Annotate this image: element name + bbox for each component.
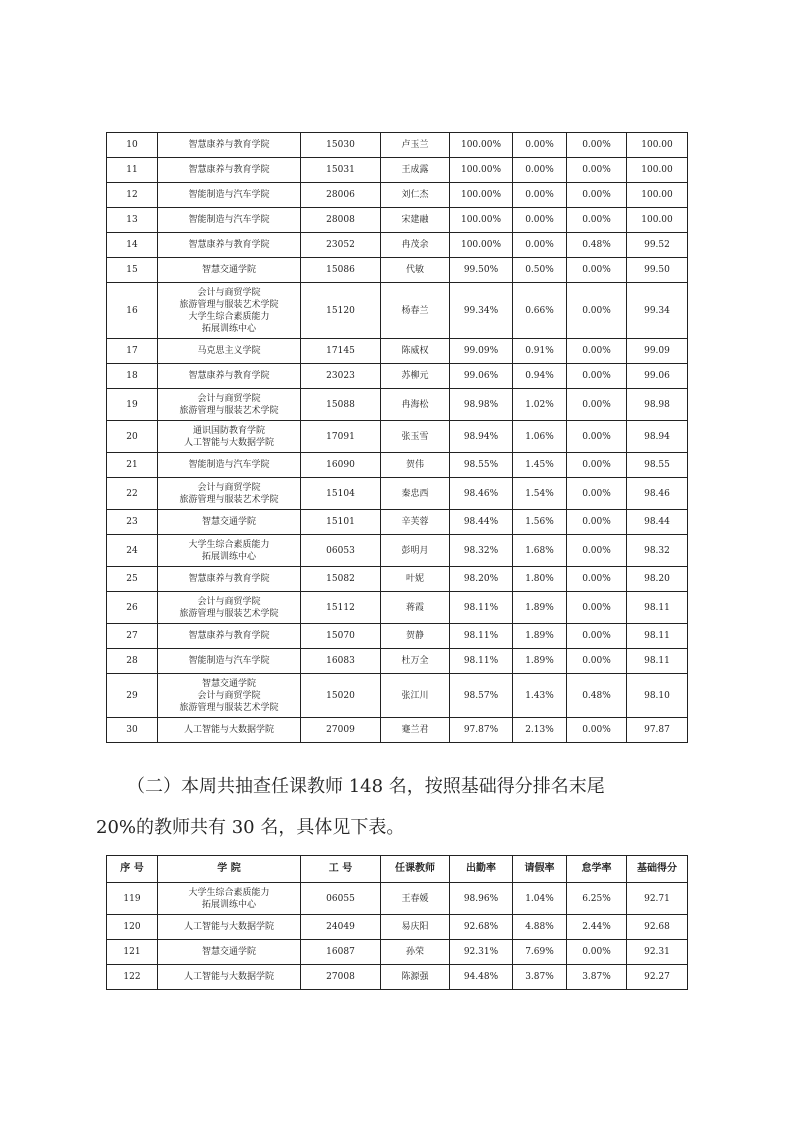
cell-no: 22 — [107, 478, 158, 510]
cell-absent: 0.00% — [567, 258, 627, 283]
cell-score: 92.71 — [627, 883, 688, 915]
cell-id: 15104 — [301, 478, 381, 510]
cell-id: 15112 — [301, 592, 381, 624]
cell-leave: 0.00% — [513, 133, 567, 158]
college-name: 智能制造与汽车学院 — [188, 656, 270, 666]
cell-attendance: 98.11% — [450, 624, 513, 649]
cell-college — [158, 510, 301, 535]
cell-no: 119 — [107, 883, 158, 915]
cell-teacher: 易庆阳 — [381, 915, 450, 940]
college-name: 旅游管理与服装艺术学院 — [179, 494, 279, 505]
table-row — [107, 258, 688, 283]
cell-leave: 1.56% — [513, 510, 567, 535]
cell-teacher: 蒋霞 — [381, 592, 450, 624]
college-name: 会计与商贸学院 — [197, 482, 261, 493]
cell-leave: 1.89% — [513, 624, 567, 649]
cell-leave: 0.94% — [513, 364, 567, 389]
table-row — [107, 965, 688, 990]
cell-score: 98.11 — [627, 624, 688, 649]
cell-attendance: 97.87% — [450, 718, 513, 743]
college-name: 智慧康养与教育学院 — [188, 140, 270, 150]
cell-id: 06055 — [301, 883, 381, 915]
cell-leave: 0.00% — [513, 183, 567, 208]
cell-leave: 0.00% — [513, 158, 567, 183]
college-name: 智慧康养与教育学院 — [188, 371, 270, 381]
cell-college — [158, 339, 301, 364]
table-row — [107, 208, 688, 233]
cell-absent: 2.44% — [567, 915, 627, 940]
cell-no: 11 — [107, 158, 158, 183]
table-row — [107, 233, 688, 258]
cell-absent: 0.00% — [567, 421, 627, 453]
cell-no: 26 — [107, 592, 158, 624]
cell-score: 98.98 — [627, 389, 688, 421]
college-name: 智慧交通学院 — [201, 265, 256, 275]
cell-teacher: 蹇兰君 — [381, 718, 450, 743]
college-name: 智慧交通学院 — [201, 678, 256, 689]
cell-absent: 0.48% — [567, 674, 627, 718]
cell-id: 15070 — [301, 624, 381, 649]
cell-no: 16 — [107, 283, 158, 339]
cell-score: 98.55 — [627, 453, 688, 478]
cell-id: 16090 — [301, 453, 381, 478]
cell-leave: 1.89% — [513, 649, 567, 674]
ranking-table-bottom — [106, 855, 688, 990]
college-name: 人工智能与大数据学院 — [183, 972, 274, 982]
cell-id: 23023 — [301, 364, 381, 389]
table-row — [107, 915, 688, 940]
cell-score: 100.00 — [627, 158, 688, 183]
cell-id: 15088 — [301, 389, 381, 421]
cell-id: 23052 — [301, 233, 381, 258]
cell-absent: 0.00% — [567, 718, 627, 743]
college-name: 大学生综合素质能力 — [188, 311, 270, 322]
cell-no: 18 — [107, 364, 158, 389]
cell-id: 17091 — [301, 421, 381, 453]
cell-teacher: 代敏 — [381, 258, 450, 283]
cell-leave: 1.89% — [513, 592, 567, 624]
cell-attendance: 100.00% — [450, 133, 513, 158]
cell-no: 15 — [107, 258, 158, 283]
college-name: 会计与商贸学院 — [197, 690, 261, 701]
cell-teacher: 刘仁杰 — [381, 183, 450, 208]
cell-leave: 1.06% — [513, 421, 567, 453]
college-name: 智能制造与汽车学院 — [188, 215, 270, 225]
cell-college — [158, 940, 301, 965]
cell-score: 98.11 — [627, 592, 688, 624]
table-row — [107, 478, 688, 510]
cell-score: 92.31 — [627, 940, 688, 965]
cell-teacher: 彭明月 — [381, 535, 450, 567]
college-name: 智慧交通学院 — [201, 517, 256, 527]
cell-leave: 1.45% — [513, 453, 567, 478]
cell-teacher: 冉海松 — [381, 389, 450, 421]
ranking-table-bottom-body — [107, 883, 688, 990]
cell-no: 30 — [107, 718, 158, 743]
cell-teacher: 叶妮 — [381, 567, 450, 592]
cell-leave: 1.02% — [513, 389, 567, 421]
cell-id: 15082 — [301, 567, 381, 592]
cell-college — [158, 389, 301, 421]
cell-absent: 0.00% — [567, 624, 627, 649]
college-name: 智慧康养与教育学院 — [188, 165, 270, 175]
cell-absent: 0.00% — [567, 567, 627, 592]
cell-score: 98.46 — [627, 478, 688, 510]
table-row — [107, 718, 688, 743]
cell-score: 100.00 — [627, 208, 688, 233]
cell-id: 15120 — [301, 283, 381, 339]
cell-no: 21 — [107, 453, 158, 478]
cell-absent: 0.00% — [567, 940, 627, 965]
summary-paragraph-line-2: 20%的教师共有 30 名，具体见下表。 — [96, 817, 405, 838]
cell-leave: 0.00% — [513, 233, 567, 258]
cell-no: 29 — [107, 674, 158, 718]
cell-absent: 6.25% — [567, 883, 627, 915]
cell-leave: 1.04% — [513, 883, 567, 915]
cell-score: 99.52 — [627, 233, 688, 258]
cell-teacher: 苏柳元 — [381, 364, 450, 389]
cell-leave: 4.88% — [513, 915, 567, 940]
cell-attendance: 98.96% — [450, 883, 513, 915]
cell-attendance: 99.06% — [450, 364, 513, 389]
ranking-table-top-body — [107, 133, 688, 743]
cell-id: 24049 — [301, 915, 381, 940]
cell-teacher: 冉茂余 — [381, 233, 450, 258]
cell-absent: 0.00% — [567, 592, 627, 624]
cell-absent: 0.00% — [567, 535, 627, 567]
table-row — [107, 183, 688, 208]
cell-teacher: 杨春兰 — [381, 283, 450, 339]
cell-leave: 0.66% — [513, 283, 567, 339]
cell-leave: 0.50% — [513, 258, 567, 283]
college-name: 大学生综合素质能力 — [188, 539, 270, 550]
cell-college — [158, 364, 301, 389]
cell-no: 121 — [107, 940, 158, 965]
college-name: 旅游管理与服装艺术学院 — [179, 702, 279, 713]
cell-absent: 0.00% — [567, 453, 627, 478]
cell-absent: 0.00% — [567, 208, 627, 233]
college-name: 拓展训练中心 — [201, 551, 256, 562]
cell-id: 15101 — [301, 510, 381, 535]
cell-no: 12 — [107, 183, 158, 208]
cell-id: 17145 — [301, 339, 381, 364]
college-name: 人工智能与大数据学院 — [183, 922, 274, 932]
cell-id: 15020 — [301, 674, 381, 718]
cell-leave: 1.68% — [513, 535, 567, 567]
cell-attendance: 98.32% — [450, 535, 513, 567]
cell-teacher: 孙荣 — [381, 940, 450, 965]
cell-attendance: 98.11% — [450, 649, 513, 674]
cell-attendance: 98.55% — [450, 453, 513, 478]
table-row — [107, 567, 688, 592]
cell-no: 10 — [107, 133, 158, 158]
cell-id: 15030 — [301, 133, 381, 158]
cell-score: 99.34 — [627, 283, 688, 339]
cell-leave: 0.00% — [513, 208, 567, 233]
cell-score: 98.11 — [627, 649, 688, 674]
cell-leave: 2.13% — [513, 718, 567, 743]
cell-college — [158, 421, 301, 453]
header-leave: 请假率 — [513, 856, 567, 883]
college-name: 智能制造与汽车学院 — [188, 460, 270, 470]
college-name: 人工智能与大数据学院 — [183, 437, 274, 448]
cell-college — [158, 535, 301, 567]
cell-no: 25 — [107, 567, 158, 592]
college-name: 拓展训练中心 — [201, 323, 256, 334]
table-row — [107, 624, 688, 649]
table-row — [107, 674, 688, 718]
cell-score: 99.09 — [627, 339, 688, 364]
cell-college — [158, 283, 301, 339]
cell-teacher: 陈威权 — [381, 339, 450, 364]
cell-teacher: 王成露 — [381, 158, 450, 183]
cell-attendance: 98.44% — [450, 510, 513, 535]
cell-no: 24 — [107, 535, 158, 567]
header-college: 学 院 — [158, 856, 301, 883]
table-row — [107, 883, 688, 915]
cell-absent: 0.00% — [567, 283, 627, 339]
cell-id: 27008 — [301, 965, 381, 990]
cell-attendance: 98.94% — [450, 421, 513, 453]
cell-teacher: 陈源强 — [381, 965, 450, 990]
cell-absent: 0.00% — [567, 183, 627, 208]
cell-no: 27 — [107, 624, 158, 649]
college-name: 会计与商贸学院 — [197, 393, 261, 404]
cell-college — [158, 478, 301, 510]
cell-college — [158, 718, 301, 743]
college-name: 智慧康养与教育学院 — [188, 631, 270, 641]
cell-no: 20 — [107, 421, 158, 453]
cell-absent: 0.00% — [567, 649, 627, 674]
cell-college — [158, 624, 301, 649]
cell-absent: 0.00% — [567, 158, 627, 183]
table-row — [107, 364, 688, 389]
table-row — [107, 133, 688, 158]
cell-college — [158, 592, 301, 624]
cell-score: 98.20 — [627, 567, 688, 592]
cell-score: 99.06 — [627, 364, 688, 389]
cell-attendance: 98.20% — [450, 567, 513, 592]
cell-attendance: 98.46% — [450, 478, 513, 510]
table-row — [107, 940, 688, 965]
cell-teacher: 张玉雪 — [381, 421, 450, 453]
table-row — [107, 535, 688, 567]
header-id: 工 号 — [301, 856, 381, 883]
header-no: 序 号 — [107, 856, 158, 883]
college-name: 智能制造与汽车学院 — [188, 190, 270, 200]
cell-attendance: 92.68% — [450, 915, 513, 940]
cell-attendance: 98.11% — [450, 592, 513, 624]
college-name: 大学生综合素质能力 — [188, 887, 270, 898]
college-name: 旅游管理与服装艺术学院 — [179, 299, 279, 310]
cell-score: 92.27 — [627, 965, 688, 990]
cell-score: 98.94 — [627, 421, 688, 453]
header-score: 基础得分 — [627, 856, 688, 883]
cell-attendance: 100.00% — [450, 233, 513, 258]
cell-attendance: 92.31% — [450, 940, 513, 965]
college-name: 人工智能与大数据学院 — [183, 725, 274, 735]
summary-paragraph-line-1: （二）本周共抽查任课教师 148 名，按照基础得分排名末尾 — [127, 776, 605, 797]
college-name: 旅游管理与服装艺术学院 — [179, 405, 279, 416]
table-header-row — [107, 856, 688, 883]
cell-score: 98.32 — [627, 535, 688, 567]
cell-college — [158, 208, 301, 233]
cell-attendance: 100.00% — [450, 208, 513, 233]
cell-id: 16083 — [301, 649, 381, 674]
cell-teacher: 张江川 — [381, 674, 450, 718]
cell-no: 120 — [107, 915, 158, 940]
cell-attendance: 100.00% — [450, 183, 513, 208]
college-name: 旅游管理与服装艺术学院 — [179, 608, 279, 619]
cell-attendance: 98.57% — [450, 674, 513, 718]
cell-college — [158, 915, 301, 940]
cell-no: 13 — [107, 208, 158, 233]
cell-absent: 0.00% — [567, 478, 627, 510]
college-name: 智慧康养与教育学院 — [188, 574, 270, 584]
college-name: 智慧康养与教育学院 — [188, 240, 270, 250]
cell-score: 98.44 — [627, 510, 688, 535]
table-row — [107, 158, 688, 183]
college-name: 通识国防教育学院 — [192, 425, 265, 436]
cell-score: 99.50 — [627, 258, 688, 283]
cell-college — [158, 674, 301, 718]
cell-attendance: 100.00% — [450, 158, 513, 183]
cell-no: 28 — [107, 649, 158, 674]
cell-score: 100.00 — [627, 133, 688, 158]
cell-college — [158, 133, 301, 158]
cell-no: 122 — [107, 965, 158, 990]
cell-id: 28008 — [301, 208, 381, 233]
cell-college — [158, 258, 301, 283]
cell-attendance: 99.34% — [450, 283, 513, 339]
cell-absent: 3.87% — [567, 965, 627, 990]
ranking-table-top — [106, 132, 688, 743]
cell-attendance: 98.98% — [450, 389, 513, 421]
cell-college — [158, 233, 301, 258]
cell-score: 98.10 — [627, 674, 688, 718]
cell-attendance: 99.09% — [450, 339, 513, 364]
cell-college — [158, 883, 301, 915]
cell-no: 23 — [107, 510, 158, 535]
cell-teacher: 杜万全 — [381, 649, 450, 674]
cell-teacher: 王春媛 — [381, 883, 450, 915]
cell-id: 27009 — [301, 718, 381, 743]
cell-leave: 1.54% — [513, 478, 567, 510]
header-attendance: 出勤率 — [450, 856, 513, 883]
cell-absent: 0.00% — [567, 389, 627, 421]
table-row — [107, 339, 688, 364]
cell-teacher: 辛芙蓉 — [381, 510, 450, 535]
cell-college — [158, 158, 301, 183]
cell-teacher: 宋建融 — [381, 208, 450, 233]
cell-score: 92.68 — [627, 915, 688, 940]
table-row — [107, 649, 688, 674]
cell-college — [158, 965, 301, 990]
table-row — [107, 389, 688, 421]
cell-teacher: 贺伟 — [381, 453, 450, 478]
table-row — [107, 283, 688, 339]
header-teacher: 任课教师 — [381, 856, 450, 883]
cell-college — [158, 183, 301, 208]
cell-absent: 0.48% — [567, 233, 627, 258]
cell-leave: 1.80% — [513, 567, 567, 592]
cell-absent: 0.00% — [567, 510, 627, 535]
cell-absent: 0.00% — [567, 339, 627, 364]
cell-no: 14 — [107, 233, 158, 258]
college-name: 会计与商贸学院 — [197, 287, 261, 298]
cell-no: 17 — [107, 339, 158, 364]
cell-id: 15031 — [301, 158, 381, 183]
cell-id: 15086 — [301, 258, 381, 283]
table-row — [107, 592, 688, 624]
cell-attendance: 99.50% — [450, 258, 513, 283]
header-absent: 怠学率 — [567, 856, 627, 883]
cell-score: 97.87 — [627, 718, 688, 743]
cell-teacher: 卢玉兰 — [381, 133, 450, 158]
cell-absent: 0.00% — [567, 364, 627, 389]
cell-college — [158, 567, 301, 592]
cell-college — [158, 453, 301, 478]
table-row — [107, 510, 688, 535]
cell-absent: 0.00% — [567, 133, 627, 158]
cell-attendance: 94.48% — [450, 965, 513, 990]
cell-no: 19 — [107, 389, 158, 421]
cell-teacher: 贺静 — [381, 624, 450, 649]
cell-score: 100.00 — [627, 183, 688, 208]
college-name: 马克思主义学院 — [197, 346, 261, 356]
cell-teacher: 秦忠西 — [381, 478, 450, 510]
college-name: 拓展训练中心 — [201, 899, 256, 910]
cell-leave: 3.87% — [513, 965, 567, 990]
cell-leave: 7.69% — [513, 940, 567, 965]
cell-id: 06053 — [301, 535, 381, 567]
cell-leave: 0.91% — [513, 339, 567, 364]
college-name: 智慧交通学院 — [201, 947, 256, 957]
cell-college — [158, 649, 301, 674]
table-row — [107, 421, 688, 453]
college-name: 会计与商贸学院 — [197, 596, 261, 607]
cell-id: 16087 — [301, 940, 381, 965]
cell-id: 28006 — [301, 183, 381, 208]
table-row — [107, 453, 688, 478]
cell-leave: 1.43% — [513, 674, 567, 718]
